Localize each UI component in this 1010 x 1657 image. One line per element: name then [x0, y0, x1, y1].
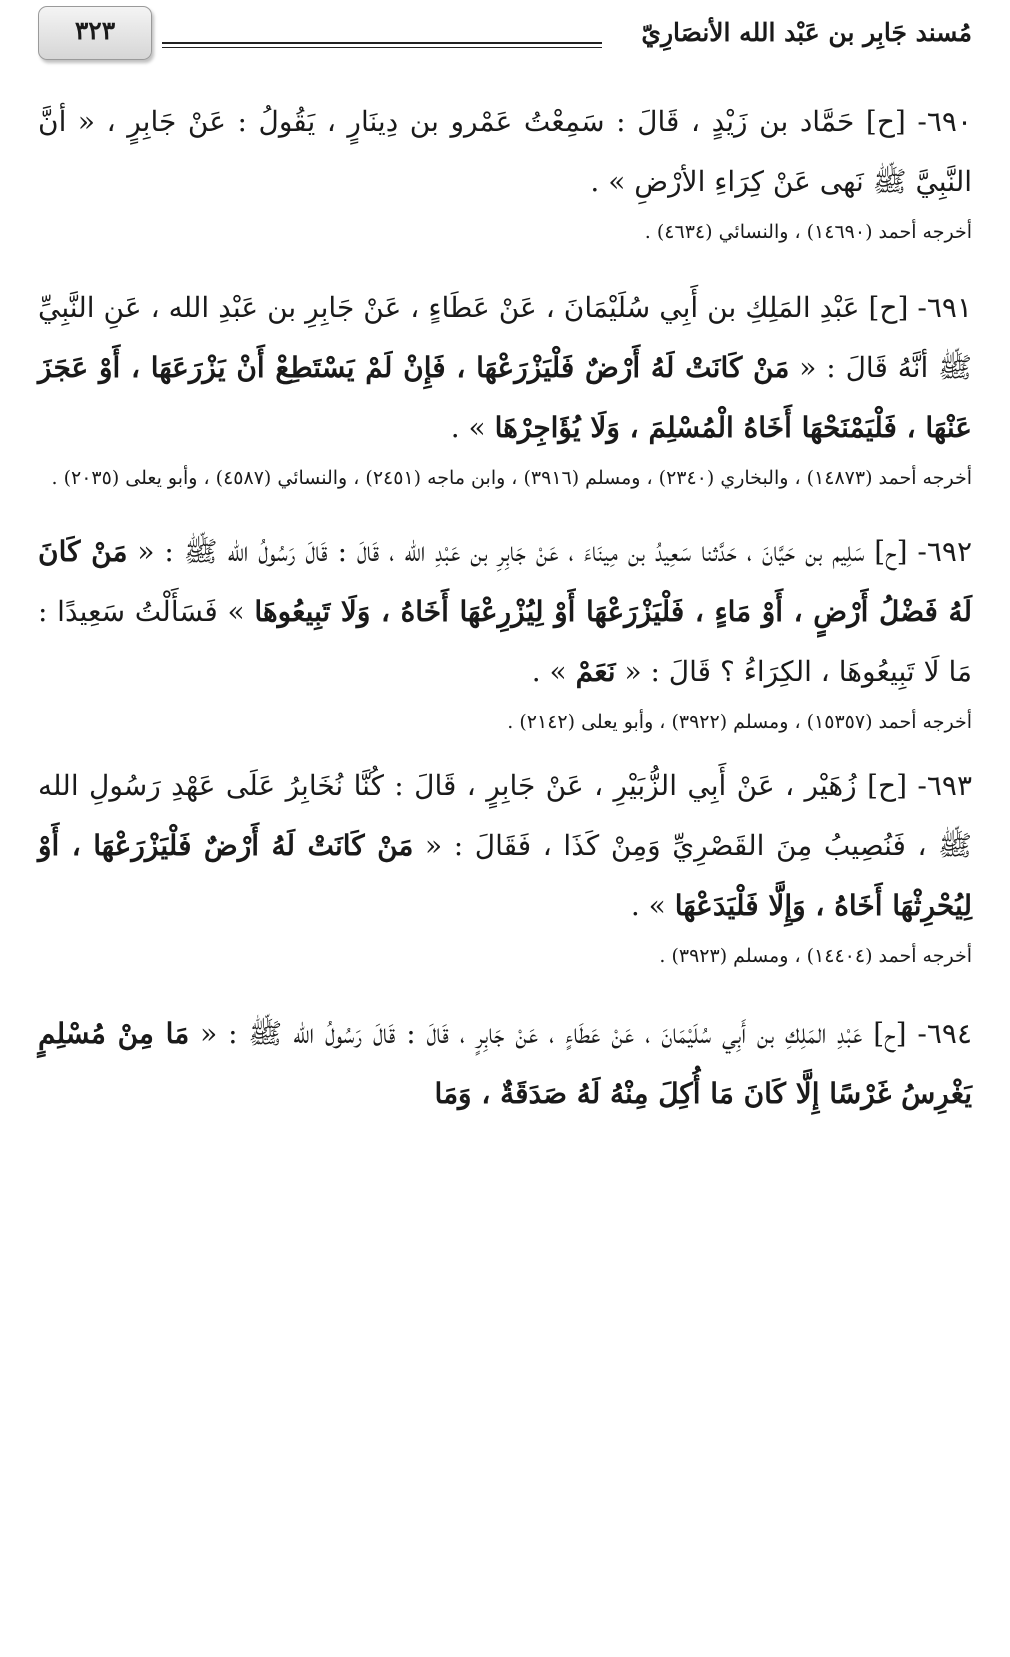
- takhrij-690: أخرجه أحمد (١٤٦٩٠) ، والنسائي (٤٦٣٤) .: [644, 221, 972, 243]
- header-rule: [162, 42, 602, 48]
- takhrij-691: أخرجه أحمد (١٤٨٧٣) ، والبخاري (٢٣٤٠) ، ومسلم (٣٩١٦) ، وابن ماجه (٢٤٥١) ، والنسائي (٤٥٨٧) ، وأبو يعلى (٢٠٣٥) .: [51, 467, 972, 489]
- hadith-692: [38, 522, 972, 702]
- hadith-694: [38, 1004, 972, 1124]
- hadith-number: ٦٩٤-: [917, 1017, 973, 1050]
- hadith-isnad: [ح] عَبْدِ المَلِكِ بن أَبِي سُلَيْمَانَ ، عَنْ عَطَاءٍ ، عَنْ جَابِرٍ ، قَالَ : قَالَ رَسُولُ الله ﷺ : «: [200, 1017, 907, 1050]
- page-header: [38, 6, 972, 64]
- hadith-matn: مَا مِنْ مُسْلِمٍ يَغْرِسُ غَرْسًا إِلَّا كَانَ مَا أُكِلَ مِنْهُ لَهُ صَدَقَةٌ ، وَمَا: [38, 1017, 972, 1110]
- hadith-question: » فَسَأَلْتُ سَعِيدًا : مَا لَا تَبِيعُوهَا ، الكِرَاءُ ؟ قَالَ : «: [38, 595, 972, 688]
- hadith-690: [38, 92, 972, 212]
- book-page: [38, 0, 972, 1657]
- hadith-closing: » .: [531, 655, 567, 688]
- hadith-number: ٦٩٣-: [917, 769, 973, 802]
- hadith-number: ٦٩٢-: [917, 535, 973, 568]
- hadith-matn: مَنْ كَانَتْ لَهُ أَرْضٌ فَلْيَزْرَعْهَا ، أَوْ لِيُحْرِثْهَا أَخَاهُ ، وَإِلَّا فَلْيَدَعْهَا: [38, 829, 972, 922]
- hadith-isnad: [ح] زُهَيْر ، عَنْ أَبِي الزُّبَيْرِ ، عَنْ جَابِرٍ ، قَالَ : كُنَّا نُخَابِرُ عَلَى عَهْدِ رَسُولِ الله ﷺ ، فَنُصِيبُ مِنَ القَصْرِيِّ وَمِنْ كَذَا ، فَقَالَ : «: [38, 769, 972, 862]
- hadith-number: ٦٩٠-: [917, 105, 972, 138]
- running-title: مُسند جَابِر بن عَبْد الله الأنصَارِيّ: [641, 18, 972, 47]
- hadith-matn: مَنْ كَانَ لَهُ فَضْلُ أَرْضٍ ، أَوْ مَاءٍ ، فَلْيَزْرَعْهَا أَوْ لِيُزْرِعْهَا أَخَاهُ ، وَلَا تَبِيعُوهَا: [38, 535, 972, 628]
- hadith-text: [ح] حَمَّاد بن زَيْدٍ ، قَالَ : سَمِعْتُ عَمْرو بن دِينَارٍ ، يَقُولُ : عَنْ جَابِرٍ ، « أنَّ النَّبِيَّ ﷺ نَهى عَنْ كِرَاءِ الأرْضِ » .: [38, 105, 972, 198]
- hadith-isnad: [ح] سَلِيم بن حَيَّانَ ، حَدَّثنا سَعِيدُ بن مِينَاءَ ، عَنْ جَابِرِ بن عَبْدِ الله ، قَالَ : قَالَ رَسُولُ الله ﷺ : «: [137, 535, 908, 568]
- hadith-closing: » .: [630, 889, 666, 922]
- hadith-answer: نَعَمْ: [575, 655, 616, 688]
- hadith-number: ٦٩١-: [917, 291, 973, 324]
- hadith-closing: » .: [450, 411, 486, 444]
- hadith-691: [38, 278, 972, 458]
- page-content: [38, 92, 972, 1124]
- takhrij-692: أخرجه أحمد (١٥٣٥٧) ، ومسلم (٣٩٢٢) ، وأبو يعلى (٢١٤٢) .: [507, 711, 972, 733]
- hadith-693: [38, 756, 972, 936]
- hadith-matn: مَنْ كَانَتْ لَهُ أَرْضٌ فَلْيَزْرَعْهَا ، فَإِنْ لَمْ يَسْتَطِعْ أَنْ يَزْرَعَهَا ، أَوْ عَجَزَ عَنْهَا ، فَلْيَمْنَحْهَا أَخَاهُ الْمُسْلِمَ ، وَلَا يُؤَاجِرْهَا: [38, 351, 972, 444]
- takhrij-693: أخرجه أحمد (١٤٤٠٤) ، ومسلم (٣٩٢٣) .: [659, 945, 972, 967]
- page-number: ٣٢٣: [38, 6, 152, 60]
- hadith-isnad: [ح] عَبْدِ المَلِكِ بن أَبِي سُلَيْمَانَ ، عَنْ عَطَاءٍ ، عَنْ جَابِرِ بن عَبْدِ الله ، عَنِ النَّبِيِّ ﷺ أنَّهُ قَالَ : «: [38, 291, 972, 384]
